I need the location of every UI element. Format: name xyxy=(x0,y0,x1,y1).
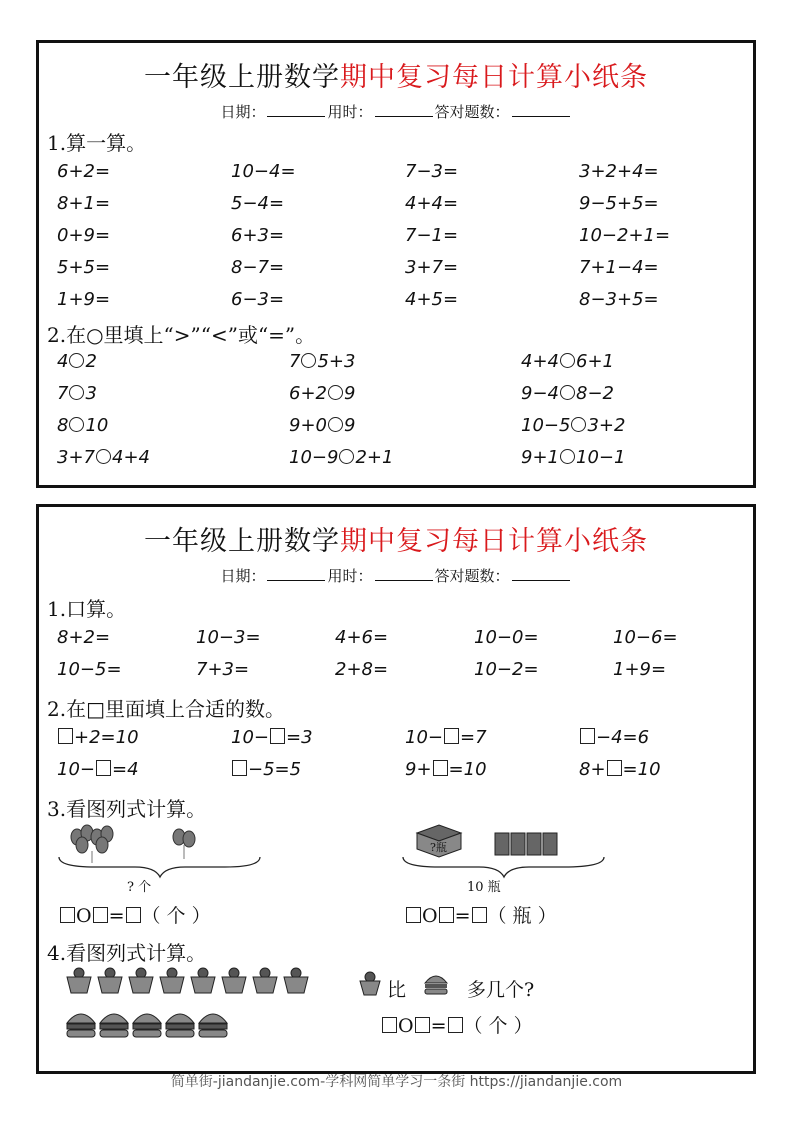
fill-box[interactable] xyxy=(433,760,448,776)
oral-item: 2+8= xyxy=(335,659,389,680)
oral-item: 10−0= xyxy=(474,627,539,648)
oral-item: 8+2= xyxy=(57,627,111,648)
compare-left: 9+0 xyxy=(289,415,327,436)
compare-item xyxy=(289,351,355,372)
fill-item xyxy=(405,759,487,780)
compare-left: 9+1 xyxy=(521,447,559,468)
compare-right: 4+4 xyxy=(112,447,150,468)
burger-icon xyxy=(421,969,451,999)
compare-item xyxy=(57,383,97,404)
compare-right: 6+1 xyxy=(576,351,614,372)
answer-box[interactable] xyxy=(406,907,421,923)
cupcake-icon xyxy=(355,969,385,999)
calc-item: 6−3= xyxy=(231,289,285,310)
fill-item xyxy=(231,727,313,748)
compare-right: 10−1 xyxy=(576,447,626,468)
answer-box[interactable] xyxy=(93,907,108,923)
calc-item: 8−7= xyxy=(231,257,285,278)
calc-item: 6+3= xyxy=(231,225,285,246)
unit-label: （ 个 ） xyxy=(463,1015,533,1037)
fill-suffix: +2=10 xyxy=(74,727,139,748)
compare-left: 7 xyxy=(289,351,301,372)
card2-meta xyxy=(39,565,753,586)
calc-item: 3+7= xyxy=(405,257,459,278)
fill-box[interactable] xyxy=(96,760,111,776)
compare-circle[interactable] xyxy=(339,449,354,464)
calc-item: 5−4= xyxy=(231,193,285,214)
oral-item: 4+6= xyxy=(335,627,389,648)
fill-box[interactable] xyxy=(270,728,285,744)
compare-left: 6+2 xyxy=(289,383,327,404)
fill-box[interactable] xyxy=(580,728,595,744)
burger-icon xyxy=(100,1014,128,1037)
fill-box[interactable] xyxy=(444,728,459,744)
answer-box[interactable] xyxy=(382,1017,397,1033)
title-red: 期中复习每日计算小纸条 xyxy=(340,526,648,557)
time-label: 用时： xyxy=(327,103,373,121)
section-heading: 1.算一算。 xyxy=(47,131,147,155)
compare-item xyxy=(289,415,355,436)
title-red: 期中复习每日计算小纸条 xyxy=(340,62,648,93)
burger-icon xyxy=(166,1014,194,1037)
oral-item: 7+3= xyxy=(196,659,250,680)
fill-suffix: =10 xyxy=(622,759,661,780)
balloons-picture xyxy=(55,823,265,893)
compare-circle[interactable] xyxy=(560,449,575,464)
fill-prefix: 10− xyxy=(231,727,269,748)
answer-box[interactable] xyxy=(439,907,454,923)
calc-item: 7−1= xyxy=(405,225,459,246)
answer-box[interactable] xyxy=(126,907,141,923)
compare-right: 2+1 xyxy=(355,447,394,468)
score-blank[interactable] xyxy=(512,116,570,117)
section-heading: 3.看图列式计算。 xyxy=(47,797,207,821)
calc-item: 7−3= xyxy=(405,161,459,182)
calc-item: 7+1−4= xyxy=(579,257,659,278)
compare-item xyxy=(289,447,393,468)
burger-icon xyxy=(133,1014,161,1037)
compare-right: 2 xyxy=(85,351,97,372)
burger-icon xyxy=(199,1014,227,1037)
compare-left: 4 xyxy=(57,351,69,372)
fill-suffix: =3 xyxy=(286,727,313,748)
compare-left: 10−5 xyxy=(521,415,571,436)
cupcake-icon xyxy=(67,968,91,993)
calc-item: 9−5+5= xyxy=(579,193,659,214)
fill-box[interactable] xyxy=(232,760,247,776)
cupcake-icon xyxy=(160,968,184,993)
compare-right: 8−2 xyxy=(576,383,614,404)
section-heading: 2.在○里填上“>”“<”或“=”。 xyxy=(47,323,316,347)
calc-item: 4+5= xyxy=(405,289,459,310)
score-label: 答对题数： xyxy=(434,567,510,585)
answer-row-compare xyxy=(381,1011,533,1038)
compare-left: 4+4 xyxy=(521,351,559,372)
compare-item xyxy=(521,447,625,468)
oral-item: 10−3= xyxy=(196,627,261,648)
answer-box[interactable] xyxy=(472,907,487,923)
cupcakes-burgers-picture xyxy=(61,965,321,1045)
fill-suffix: −4=6 xyxy=(596,727,650,748)
operator-placeholder: O xyxy=(422,905,438,927)
compare-item xyxy=(521,415,625,436)
date-label: 日期： xyxy=(220,103,266,121)
calc-item: 0+9= xyxy=(57,225,111,246)
section-heading: 4.看图列式计算。 xyxy=(47,941,207,965)
fill-suffix: =7 xyxy=(460,727,487,748)
time-label: 用时： xyxy=(327,567,373,585)
bottle-total-label: 10 瓶 xyxy=(467,880,501,895)
fill-item xyxy=(405,727,487,748)
section-heading: 2.在□里面填上合适的数。 xyxy=(47,697,285,721)
compare-left: 9−4 xyxy=(521,383,559,404)
compare-item xyxy=(521,383,614,404)
compare-circle[interactable] xyxy=(69,353,84,368)
date-blank[interactable] xyxy=(267,116,325,117)
compare-circle[interactable] xyxy=(571,417,586,432)
fill-prefix: 9+ xyxy=(405,759,432,780)
compare-circle[interactable] xyxy=(328,417,343,432)
fill-item xyxy=(579,759,661,780)
compare-item xyxy=(57,415,108,436)
date-label: 日期： xyxy=(220,567,266,585)
fill-prefix: 8+ xyxy=(579,759,606,780)
compare-text-bi: 比 xyxy=(387,979,407,1001)
compare-circle[interactable] xyxy=(69,385,84,400)
fill-suffix: =10 xyxy=(448,759,487,780)
score-label: 答对题数： xyxy=(434,103,510,121)
compare-left: 7 xyxy=(57,383,69,404)
calc-item: 5+5= xyxy=(57,257,111,278)
fill-box[interactable] xyxy=(607,760,622,776)
answer-box[interactable] xyxy=(415,1017,430,1033)
compare-left: 10−9 xyxy=(289,447,339,468)
compare-right: 9 xyxy=(344,383,356,404)
fill-suffix: =4 xyxy=(112,759,139,780)
equals-sign: = xyxy=(454,905,471,927)
fill-box[interactable] xyxy=(58,728,73,744)
equals-sign: = xyxy=(430,1015,447,1037)
title-black: 一年级上册数学 xyxy=(144,62,340,93)
calc-item: 8+1= xyxy=(57,193,111,214)
compare-right: 3+2 xyxy=(587,415,626,436)
card1-meta xyxy=(39,101,753,122)
fill-item xyxy=(57,727,139,748)
compare-item xyxy=(289,383,355,404)
unit-label: （ 个 ） xyxy=(141,905,211,927)
compare-circle[interactable] xyxy=(560,353,575,368)
compare-circle[interactable] xyxy=(301,353,316,368)
compare-text-question: 多几个? xyxy=(467,979,535,1001)
calc-item: 4+4= xyxy=(405,193,459,214)
compare-item xyxy=(521,351,614,372)
calc-item: 3+2+4= xyxy=(579,161,659,182)
answer-box[interactable] xyxy=(448,1017,463,1033)
date-blank[interactable] xyxy=(267,580,325,581)
calc-item: 6+2= xyxy=(57,161,111,182)
equals-sign: = xyxy=(108,905,125,927)
compare-right: 3 xyxy=(85,383,97,404)
calc-item: 8−3+5= xyxy=(579,289,659,310)
answer-box[interactable] xyxy=(60,907,75,923)
card1-title xyxy=(39,55,753,94)
worksheet-card-2 xyxy=(36,504,756,1074)
score-blank[interactable] xyxy=(512,580,570,581)
fill-item xyxy=(579,727,649,748)
cupcake-icon xyxy=(191,968,215,993)
cupcake-icon xyxy=(253,968,277,993)
compare-circle[interactable] xyxy=(69,417,84,432)
time-blank[interactable] xyxy=(375,580,433,581)
compare-left: 3+7 xyxy=(57,447,95,468)
oral-item: 10−6= xyxy=(613,627,678,648)
compare-circle[interactable] xyxy=(328,385,343,400)
operator-placeholder: O xyxy=(398,1015,414,1037)
oral-item: 10−2= xyxy=(474,659,539,680)
calc-item: 10−4= xyxy=(231,161,296,182)
compare-right: 9 xyxy=(344,415,356,436)
card2-title xyxy=(39,519,753,558)
operator-placeholder: O xyxy=(76,905,92,927)
compare-left: 8 xyxy=(57,415,69,436)
answer-row-balloons xyxy=(59,901,211,928)
fill-suffix: −5=5 xyxy=(248,759,302,780)
fill-prefix: 10− xyxy=(405,727,443,748)
cupcake-icon xyxy=(284,968,308,993)
compare-right: 10 xyxy=(85,415,109,436)
time-blank[interactable] xyxy=(375,116,433,117)
cupcake-icon xyxy=(98,968,122,993)
fill-item xyxy=(57,759,139,780)
worksheet-card-1 xyxy=(36,40,756,488)
cupcake-icon xyxy=(222,968,246,993)
calc-item: 10−2+1= xyxy=(579,225,671,246)
compare-right: 5+3 xyxy=(317,351,356,372)
compare-circle[interactable] xyxy=(96,449,111,464)
fill-item xyxy=(231,759,301,780)
calc-item: 1+9= xyxy=(57,289,111,310)
bottle-question: ?瓶 xyxy=(430,841,447,854)
oral-item: 10−5= xyxy=(57,659,122,680)
oral-item: 1+9= xyxy=(613,659,667,680)
burger-icon xyxy=(67,1014,95,1037)
footer-watermark: 简单街-jiandanjie.com-学科网简单学习一条街 https://jiandanjie.com xyxy=(170,1074,623,1090)
fill-prefix: 10− xyxy=(57,759,95,780)
compare-item xyxy=(57,447,150,468)
unit-label: （ 瓶 ） xyxy=(487,905,557,927)
compare-circle[interactable] xyxy=(560,385,575,400)
bottles-picture xyxy=(399,821,609,891)
title-black: 一年级上册数学 xyxy=(144,526,340,557)
balloon-total-label: ? 个 xyxy=(127,880,152,895)
section-heading: 1.口算。 xyxy=(47,597,127,621)
cupcake-icon xyxy=(129,968,153,993)
compare-item xyxy=(57,351,97,372)
answer-row-bottles xyxy=(405,901,557,928)
